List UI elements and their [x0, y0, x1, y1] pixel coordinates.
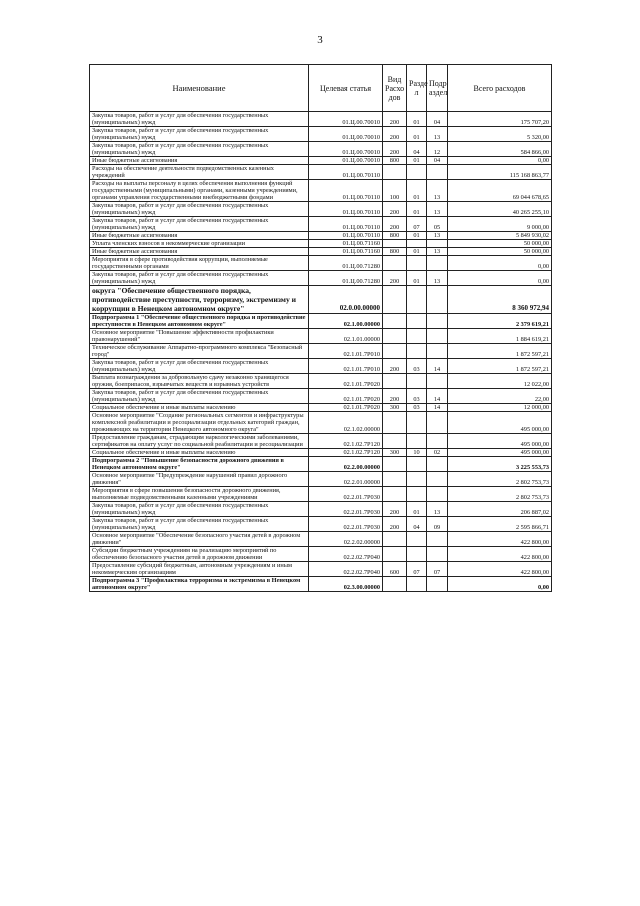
- row-subsection: 13: [427, 127, 448, 142]
- row-total: 3 225 553,73: [448, 457, 552, 472]
- row-section: [407, 457, 427, 472]
- row-expense-type: 100: [383, 180, 407, 202]
- row-name: Подпрограмма 3 "Профилактика терроризма и экстремизма в Ненецком автономном округе": [90, 577, 309, 592]
- row-target-code: 02.2.01.7Р030: [309, 487, 383, 502]
- row-subsection: 13: [427, 232, 448, 240]
- row-name: Техническое обслуживание Аппаратно-программного комплекса "Безопасный город": [90, 344, 309, 359]
- row-total: 2 802 753,73: [448, 487, 552, 502]
- row-section: 01: [407, 127, 427, 142]
- row-section: [407, 532, 427, 547]
- row-total: 2 595 866,71: [448, 517, 552, 532]
- row-target-code: 01.Ц.00.71280: [309, 256, 383, 271]
- row-subsection: [427, 472, 448, 487]
- row-target-code: 01.Ц.00.71160: [309, 248, 383, 256]
- row-expense-type: [383, 286, 407, 314]
- row-section: 03: [407, 404, 427, 412]
- row-expense-type: [383, 457, 407, 472]
- row-name: Уплата членских взносов в некоммерческие организации: [90, 240, 309, 248]
- row-section: 01: [407, 502, 427, 517]
- row-expense-type: 200: [383, 517, 407, 532]
- row-subsection: [427, 314, 448, 329]
- row-expense-type: [383, 487, 407, 502]
- row-subsection: [427, 412, 448, 434]
- row-section: [407, 256, 427, 271]
- row-name: Закупка товаров, работ и услуг для обеспечения государственных (муниципальных) нужд: [90, 217, 309, 232]
- row-total: 0,00: [448, 577, 552, 592]
- row-section: [407, 165, 427, 180]
- row-expense-type: 300: [383, 404, 407, 412]
- table-row: [90, 517, 552, 532]
- row-total: 50 000,00: [448, 248, 552, 256]
- row-total: 206 887,02: [448, 502, 552, 517]
- row-target-code: 01.Ц.00.70110: [309, 217, 383, 232]
- row-name: Иные бюджетные ассигнования: [90, 248, 309, 256]
- row-section: [407, 374, 427, 389]
- row-target-code: 01.Ц.00.70010: [309, 157, 383, 165]
- row-section: [407, 286, 427, 314]
- row-expense-type: 200: [383, 502, 407, 517]
- row-subsection: [427, 286, 448, 314]
- row-target-code: 02.1.01.7Р020: [309, 389, 383, 404]
- table-row: [90, 329, 552, 344]
- row-expense-type: [383, 314, 407, 329]
- row-total: 584 866,00: [448, 142, 552, 157]
- row-total: 422 800,00: [448, 562, 552, 577]
- row-subsection: 02: [427, 449, 448, 457]
- row-name: Предоставление субсидий бюджетным, автономным учреждениям и иным некоммерческим организациям: [90, 562, 309, 577]
- row-subsection: 04: [427, 112, 448, 127]
- row-subsection: [427, 165, 448, 180]
- row-section: 10: [407, 449, 427, 457]
- row-expense-type: [383, 547, 407, 562]
- row-total: 495 000,00: [448, 412, 552, 434]
- row-name: Закупка товаров, работ и услуг для обеспечения государственных (муниципальных) нужд: [90, 389, 309, 404]
- row-target-code: 02.1.00.00000: [309, 314, 383, 329]
- table-row: [90, 202, 552, 217]
- row-section: [407, 314, 427, 329]
- table-row: [90, 344, 552, 359]
- row-expense-type: 200: [383, 389, 407, 404]
- row-target-code: 02.1.01.7Р020: [309, 404, 383, 412]
- row-target-code: 02.2.01.7Р030: [309, 502, 383, 517]
- row-total: 8 360 972,94: [448, 286, 552, 314]
- row-expense-type: 800: [383, 248, 407, 256]
- table-row: [90, 412, 552, 434]
- row-section: 01: [407, 248, 427, 256]
- table-row: [90, 127, 552, 142]
- table-row: [90, 142, 552, 157]
- row-target-code: 02.2.02.7Р040: [309, 547, 383, 562]
- row-name: Основное мероприятие "Обеспечение безопасного участия детей в дорожном движении": [90, 532, 309, 547]
- row-target-code: 02.2.01.00000: [309, 472, 383, 487]
- row-name: Закупка товаров, работ и услуг для обеспечения государственных (муниципальных) нужд: [90, 359, 309, 374]
- row-subsection: 13: [427, 180, 448, 202]
- row-name: Расходы на обеспечение деятельности подведомственных казенных учреждений: [90, 165, 309, 180]
- table-row: [90, 271, 552, 286]
- row-expense-type: 200: [383, 359, 407, 374]
- row-target-code: 01.Ц.00.70010: [309, 112, 383, 127]
- row-expense-type: [383, 412, 407, 434]
- row-name: Закупка товаров, работ и услуг для обеспечения государственных (муниципальных) нужд: [90, 112, 309, 127]
- row-target-code: 02.2.01.7Р030: [309, 517, 383, 532]
- row-total: 2 802 753,73: [448, 472, 552, 487]
- table-row: [90, 562, 552, 577]
- row-name: Закупка товаров, работ и услуг для обеспечения государственных (муниципальных) нужд: [90, 127, 309, 142]
- header-section: Разде л: [407, 65, 427, 112]
- row-name: Иные бюджетные ассигнования: [90, 232, 309, 240]
- row-name: Расходы на выплаты персоналу в целях обеспечения выполнения функций государственными (муниципальными) органами, казенными учреждениями, органами управления государственными внебюджетными фондами: [90, 180, 309, 202]
- row-expense-type: [383, 577, 407, 592]
- row-subsection: [427, 374, 448, 389]
- row-section: [407, 329, 427, 344]
- row-total: 0,00: [448, 271, 552, 286]
- row-expense-type: 300: [383, 449, 407, 457]
- row-expense-type: 200: [383, 112, 407, 127]
- row-target-code: 01.Ц.00.71280: [309, 271, 383, 286]
- row-subsection: 14: [427, 359, 448, 374]
- row-expense-type: [383, 434, 407, 449]
- row-target-code: 01.Ц.00.70010: [309, 142, 383, 157]
- table-row: [90, 547, 552, 562]
- row-expense-type: [383, 532, 407, 547]
- row-section: [407, 577, 427, 592]
- row-subsection: [427, 240, 448, 248]
- row-total: 175 707,20: [448, 112, 552, 127]
- row-target-code: 01.Ц.00.70110: [309, 165, 383, 180]
- row-name: Выплата вознаграждения за добровольную сдачу незаконно хранящегося оружия, боеприпасов, взрывчатых веществ и взрывных устройств: [90, 374, 309, 389]
- table-row: [90, 359, 552, 374]
- row-expense-type: 800: [383, 232, 407, 240]
- row-name: Мероприятия в сфере противодействия коррупции, выполняемые государственными органами: [90, 256, 309, 271]
- row-section: 07: [407, 562, 427, 577]
- row-total: 12 022,00: [448, 374, 552, 389]
- row-section: 03: [407, 389, 427, 404]
- row-target-code: 02.1.01.7Р010: [309, 344, 383, 359]
- row-expense-type: [383, 240, 407, 248]
- row-target-code: 02.1.01.7Р010: [309, 359, 383, 374]
- row-expense-type: [383, 256, 407, 271]
- row-name: Закупка товаров, работ и услуг для обеспечения государственных (муниципальных) нужд: [90, 502, 309, 517]
- table-row: [90, 240, 552, 248]
- table-row: [90, 180, 552, 202]
- row-name: Мероприятия в сфере повышения безопасности дорожного движения, выполняемые подведомственными казенными учреждениями: [90, 487, 309, 502]
- row-section: [407, 487, 427, 502]
- row-subsection: [427, 329, 448, 344]
- row-total: 0,00: [448, 256, 552, 271]
- row-section: 01: [407, 232, 427, 240]
- table-row: [90, 487, 552, 502]
- row-section: 04: [407, 142, 427, 157]
- row-target-code: 02.3.00.00000: [309, 577, 383, 592]
- row-subsection: 09: [427, 517, 448, 532]
- table-row: [90, 457, 552, 472]
- table-row: [90, 577, 552, 592]
- row-expense-type: 600: [383, 562, 407, 577]
- row-total: 5 320,00: [448, 127, 552, 142]
- row-subsection: 13: [427, 502, 448, 517]
- row-total: 422 800,00: [448, 547, 552, 562]
- table-row: [90, 232, 552, 240]
- row-target-code: 02.2.02.7Р040: [309, 562, 383, 577]
- header-subsection: Подр аздел: [427, 65, 448, 112]
- row-name: округа "Обеспечение общественного порядка, противодействие преступности, терроризму, экстремизму и коррупции в Ненецком автономном округе": [90, 286, 309, 314]
- row-subsection: 13: [427, 248, 448, 256]
- row-target-code: 02.1.01.7Р020: [309, 374, 383, 389]
- row-expense-type: 200: [383, 271, 407, 286]
- row-target-code: 02.1.02.7Р120: [309, 434, 383, 449]
- row-target-code: 02.1.02.00000: [309, 412, 383, 434]
- row-subsection: 05: [427, 217, 448, 232]
- row-expense-type: 200: [383, 127, 407, 142]
- header-total: Всего расходов: [448, 65, 552, 112]
- table-row: [90, 532, 552, 547]
- row-total: 115 168 863,77: [448, 165, 552, 180]
- table-row: [90, 157, 552, 165]
- table-row: [90, 217, 552, 232]
- row-section: [407, 472, 427, 487]
- row-section: 07: [407, 217, 427, 232]
- row-subsection: 14: [427, 404, 448, 412]
- table-row: [90, 248, 552, 256]
- row-subsection: [427, 547, 448, 562]
- row-name: Закупка товаров, работ и услуг для обеспечения государственных (муниципальных) нужд: [90, 271, 309, 286]
- row-total: 495 000,00: [448, 434, 552, 449]
- table-row: [90, 434, 552, 449]
- row-subsection: [427, 532, 448, 547]
- header-type: Вид Расхо дов: [383, 65, 407, 112]
- table-header-row: [90, 65, 552, 112]
- header-target: Целевая статья: [309, 65, 383, 112]
- row-name: Иные бюджетные ассигнования: [90, 157, 309, 165]
- row-total: 9 000,00: [448, 217, 552, 232]
- row-subsection: 04: [427, 157, 448, 165]
- row-subsection: [427, 434, 448, 449]
- row-total: 40 265 255,10: [448, 202, 552, 217]
- row-target-code: 01.Ц.00.70010: [309, 127, 383, 142]
- row-total: 495 000,00: [448, 449, 552, 457]
- row-name: Подпрограмма 1 "Обеспечение общественного порядка и противодействие преступности в Ненецком автономном округе": [90, 314, 309, 329]
- row-name: Подпрограмма 2 "Повышение безопасности дорожного движения в Ненецком автономном округе": [90, 457, 309, 472]
- row-total: 0,00: [448, 157, 552, 165]
- header-name: Наименование: [90, 65, 309, 112]
- table-row: [90, 256, 552, 271]
- table-row: [90, 165, 552, 180]
- row-target-code: 01.Ц.00.70110: [309, 180, 383, 202]
- row-target-code: 01.Ц.00.71160: [309, 240, 383, 248]
- page-number: 3: [317, 34, 323, 46]
- row-target-code: 02.2.02.00000: [309, 532, 383, 547]
- row-expense-type: 800: [383, 157, 407, 165]
- row-section: [407, 434, 427, 449]
- row-total: 1 872 597,21: [448, 344, 552, 359]
- row-subsection: [427, 344, 448, 359]
- row-section: [407, 344, 427, 359]
- row-target-code: 02.1.01.00000: [309, 329, 383, 344]
- row-section: 01: [407, 180, 427, 202]
- row-name: Социальное обеспечение и иные выплаты населению: [90, 449, 309, 457]
- row-expense-type: 200: [383, 202, 407, 217]
- row-total: 69 044 678,65: [448, 180, 552, 202]
- budget-table: [89, 64, 552, 592]
- row-subsection: [427, 457, 448, 472]
- row-expense-type: 200: [383, 217, 407, 232]
- row-name: Субсидии бюджетным учреждениям на реализацию мероприятий по обеспечению безопасного участия детей в дорожном движении: [90, 547, 309, 562]
- table-row: [90, 404, 552, 412]
- table-row: [90, 389, 552, 404]
- row-section: 03: [407, 359, 427, 374]
- row-name: Основное мероприятие "Создание региональных сегментов и инфраструктуры комплексной реабилитации и ресоциализации отдельных категорий граждан, проживающих на территории Ненецкого автономного округа": [90, 412, 309, 434]
- row-total: 422 800,00: [448, 532, 552, 547]
- row-subsection: 07: [427, 562, 448, 577]
- table-row: [90, 374, 552, 389]
- row-expense-type: [383, 344, 407, 359]
- table-row: [90, 314, 552, 329]
- row-total: 1 872 597,21: [448, 359, 552, 374]
- row-section: 04: [407, 517, 427, 532]
- row-section: 01: [407, 271, 427, 286]
- row-section: [407, 240, 427, 248]
- row-section: [407, 412, 427, 434]
- row-target-code: 02.1.02.7Р120: [309, 449, 383, 457]
- row-expense-type: [383, 329, 407, 344]
- row-name: Социальное обеспечение и иные выплаты населению: [90, 404, 309, 412]
- row-subsection: [427, 577, 448, 592]
- row-subsection: 13: [427, 271, 448, 286]
- row-subsection: 13: [427, 202, 448, 217]
- row-name: Основное мероприятие "Повышение эффективности профилактики правонарушений": [90, 329, 309, 344]
- row-name: Основное мероприятие "Предупреждение нарушений правил дорожного движения": [90, 472, 309, 487]
- row-target-code: 02.0.00.00000: [309, 286, 383, 314]
- row-expense-type: 200: [383, 142, 407, 157]
- row-name: Предоставление гражданам, страдающим наркологическими заболеваниями, сертификатов на оплату услуг по социальной реабилитации и ресоциализации: [90, 434, 309, 449]
- table-row: [90, 472, 552, 487]
- row-target-code: 02.2.00.00000: [309, 457, 383, 472]
- row-total: 1 884 619,21: [448, 329, 552, 344]
- table-row: [90, 449, 552, 457]
- row-expense-type: [383, 165, 407, 180]
- row-total: 12 000,00: [448, 404, 552, 412]
- row-expense-type: [383, 374, 407, 389]
- row-subsection: [427, 487, 448, 502]
- table-row: [90, 286, 552, 314]
- row-subsection: 12: [427, 142, 448, 157]
- row-name: Закупка товаров, работ и услуг для обеспечения государственных (муниципальных) нужд: [90, 202, 309, 217]
- row-total: 22,00: [448, 389, 552, 404]
- row-target-code: 01.Ц.00.70110: [309, 202, 383, 217]
- table-row: [90, 112, 552, 127]
- table-row: [90, 502, 552, 517]
- row-total: 50 000,00: [448, 240, 552, 248]
- row-expense-type: [383, 472, 407, 487]
- row-section: 01: [407, 112, 427, 127]
- row-section: [407, 547, 427, 562]
- row-total: 5 849 930,02: [448, 232, 552, 240]
- row-name: Закупка товаров, работ и услуг для обеспечения государственных (муниципальных) нужд: [90, 142, 309, 157]
- row-subsection: [427, 256, 448, 271]
- row-total: 2 379 619,21: [448, 314, 552, 329]
- table-body: [90, 112, 552, 592]
- row-section: 01: [407, 157, 427, 165]
- row-subsection: 14: [427, 389, 448, 404]
- row-name: Закупка товаров, работ и услуг для обеспечения государственных (муниципальных) нужд: [90, 517, 309, 532]
- row-section: 01: [407, 202, 427, 217]
- row-target-code: 01.Ц.00.70110: [309, 232, 383, 240]
